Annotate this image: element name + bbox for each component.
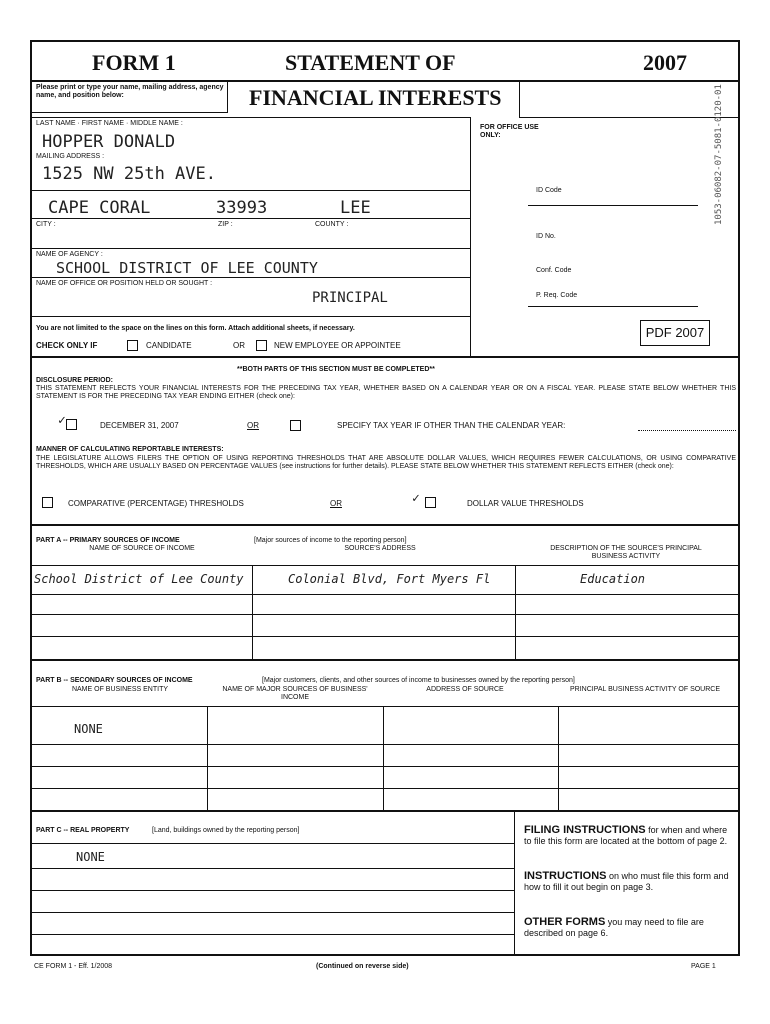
form-year: 2007 [643, 50, 687, 75]
filing-title: FILING INSTRUCTIONS [524, 824, 646, 836]
check-only-label: CHECK ONLY IF [36, 341, 98, 350]
part-b-col4: PRINCIPAL BUSINESS ACTIVITY OF SOURCE [570, 686, 721, 693]
divider [30, 614, 740, 615]
agency-value[interactable]: SCHOOL DISTRICT OF LEE COUNTY [56, 259, 318, 277]
divider [30, 277, 470, 278]
manner-title: MANNER OF CALCULATING REPORTABLE INTERESTS: [36, 446, 224, 453]
candidate-label: CANDIDATE [146, 341, 192, 350]
part-b-col1: NAME OF BUSINESS ENTITY [71, 686, 169, 693]
mailing-value[interactable]: 1525 NW 25th AVE. [42, 164, 216, 184]
part-c-row1[interactable]: NONE [76, 850, 105, 864]
zip-label: ZIP : [218, 221, 233, 228]
part-a-col2: SOURCE'S ADDRESS [344, 545, 416, 552]
divider [30, 524, 740, 526]
instr-text: on who must file this form and how to fill it out begin on page 3. [524, 871, 729, 892]
divider [30, 766, 740, 767]
county-label: COUNTY : [315, 221, 349, 228]
filing-instructions [524, 825, 732, 847]
zip-value[interactable]: 33993 [216, 198, 268, 218]
divider [30, 788, 740, 789]
divider [252, 565, 253, 659]
part-c-note: [Land, buildings owned by the reporting person] [152, 827, 300, 834]
period-or: OR [247, 421, 259, 430]
part-a-row1-activity[interactable]: Education [580, 572, 646, 586]
name-value[interactable]: HOPPER DONALD [42, 132, 176, 152]
instr-title: INSTRUCTIONS [524, 870, 607, 882]
part-b-row1-name[interactable]: NONE [74, 722, 103, 736]
pdf-badge: PDF 2007 [640, 320, 710, 346]
divider [519, 81, 520, 117]
print-note: Please print or type your name, mailing address, agency name, and position below: [36, 84, 224, 99]
divider [30, 636, 740, 637]
dec31-label: DECEMBER 31, 2007 [100, 421, 179, 430]
divider [30, 594, 740, 595]
mailing-label: MAILING ADDRESS : [36, 153, 105, 160]
part-c-title: PART C -- REAL PROPERTY [36, 827, 130, 834]
both-parts-note: **BOTH PARTS OF THIS SECTION MUST BE COMPLETED** [237, 366, 435, 373]
dollar-checkmark: ✓ [412, 491, 420, 506]
divider [207, 706, 208, 810]
divider [30, 934, 514, 935]
city-value[interactable]: CAPE CORAL [48, 198, 151, 218]
divider [30, 890, 514, 891]
id-code-label: ID Code [536, 187, 562, 194]
new-employee-checkbox[interactable] [256, 340, 267, 351]
divider [30, 868, 514, 869]
city-label: CITY : [36, 221, 56, 228]
other-title: OTHER FORMS [524, 916, 606, 928]
or-label: OR [233, 341, 245, 350]
office-label: NAME OF OFFICE OR POSITION HELD OR SOUGHT : [36, 280, 213, 287]
name-label: LAST NAME · FIRST NAME · MIDDLE NAME : [36, 120, 183, 127]
dec31-checkmark: ✓ [58, 413, 66, 428]
id-code-line [528, 205, 698, 206]
other-text: you may need to file are described on page 6. [524, 917, 704, 938]
divider [514, 810, 515, 956]
part-b-col2: NAME OF MAJOR SOURCES OF BUSINESS' INCOME [222, 686, 368, 701]
divider [383, 706, 384, 810]
filing-text: for when and where to file this form are located at the bottom of page 2. [524, 825, 728, 846]
period-text: THIS STATEMENT REFLECTS YOUR FINANCIAL INTERESTS FOR THE PRECEDING TAX YEAR, WHETHER BASED ON A CALENDAR YEAR OR ON A FISCAL YEAR. PLEASE STATE BELOW WHETHER THIS STATEMENT IS FOR THE PRECEDING TAX YEAR ENDING EITHER (check one): [36, 385, 736, 400]
footer-form-id: CE FORM 1 - Eff. 1/2008 [34, 963, 113, 970]
candidate-checkbox[interactable] [127, 340, 138, 351]
divider [30, 912, 514, 913]
part-a-col3: DESCRIPTION OF THE SOURCE'S PRINCIPAL BUSINESS ACTIVITY [550, 545, 702, 560]
specify-label: SPECIFY TAX YEAR IF OTHER THAN THE CALENDAR YEAR: [337, 421, 566, 430]
part-b-title: PART B -- SECONDARY SOURCES OF INCOME [36, 677, 193, 684]
divider [558, 706, 559, 810]
other-forms [524, 917, 732, 939]
p-req-code-label: P. Req. Code [536, 292, 578, 299]
county-value[interactable]: LEE [340, 198, 371, 218]
part-a-note: [Major sources of income to the reporting person] [254, 537, 407, 544]
divider [30, 316, 470, 317]
specify-checkbox[interactable] [290, 420, 301, 431]
manner-or: OR [330, 499, 342, 508]
divider [30, 218, 470, 219]
form-title-line1: STATEMENT OF [285, 50, 456, 75]
footer-page: PAGE 1 [691, 963, 716, 970]
p-req-line [528, 306, 698, 307]
divider [30, 117, 470, 118]
divider [515, 565, 516, 659]
divider [519, 117, 738, 118]
conf-code-label: Conf. Code [536, 267, 572, 274]
office-stamp: 1053-06082-07-5081-0120-01 [714, 84, 724, 225]
not-limited-note: You are not limited to the space on the lines on this form. Attach additional sheets, if necessary. [36, 325, 355, 332]
dollar-checkbox[interactable] [425, 497, 436, 508]
manner-text: THE LEGISLATURE ALLOWS FILERS THE OPTION OF USING REPORTING THRESHOLDS THAT ARE ABSOLUTE DOLLAR VALUES, WHICH REQUIRES FEWER CALCULATIONS, OR USING COMPARATIVE THRESHOLDS, WHICH ARE USUALLY BASED ON PERCENTAGE VALUES (see instructions for further details). PLEASE STATE BELOW WHETHER THIS STATEMENT REFLECTS EITHER (check one): [36, 455, 736, 470]
dec31-checkbox[interactable] [66, 419, 77, 430]
comparative-checkbox[interactable] [42, 497, 53, 508]
divider [30, 843, 514, 844]
part-b-col3: ADDRESS OF SOURCE [426, 686, 504, 693]
office-use-label: FOR OFFICE USE ONLY: [480, 124, 539, 139]
form-title-line2: FINANCIAL INTERESTS [249, 85, 502, 110]
period-title: DISCLOSURE PERIOD: [36, 377, 114, 384]
divider [470, 117, 471, 356]
who-instructions [524, 871, 732, 893]
divider [30, 190, 470, 191]
dollar-label: DOLLAR VALUE THRESHOLDS [467, 499, 584, 508]
part-b-note: [Major customers, clients, and other sources of income to businesses owned by the reporting person] [262, 677, 575, 684]
divider [30, 810, 740, 812]
agency-label: NAME OF AGENCY : [36, 251, 103, 258]
footer-continued: (Continued on reverse side) [316, 963, 409, 970]
divider [30, 356, 740, 358]
divider [30, 706, 740, 707]
new-employee-label: NEW EMPLOYEE OR APPOINTEE [274, 341, 401, 350]
part-a-row1-address[interactable]: Colonial Blvd, Fort Myers Fl [288, 572, 491, 586]
part-a-title: PART A -- PRIMARY SOURCES OF INCOME [36, 537, 180, 544]
specify-line[interactable] [638, 430, 736, 431]
office-value[interactable]: PRINCIPAL [312, 290, 388, 306]
part-a-col1: NAME OF SOURCE OF INCOME [89, 545, 195, 552]
comparative-label: COMPARATIVE (PERCENTAGE) THRESHOLDS [68, 499, 244, 508]
id-no-label: ID No. [536, 233, 556, 240]
divider [30, 248, 470, 249]
divider [30, 659, 740, 661]
divider [30, 565, 740, 566]
divider [30, 744, 740, 745]
part-a-row1-name[interactable]: School District of Lee County [34, 572, 244, 586]
form-number: FORM 1 [92, 50, 176, 75]
